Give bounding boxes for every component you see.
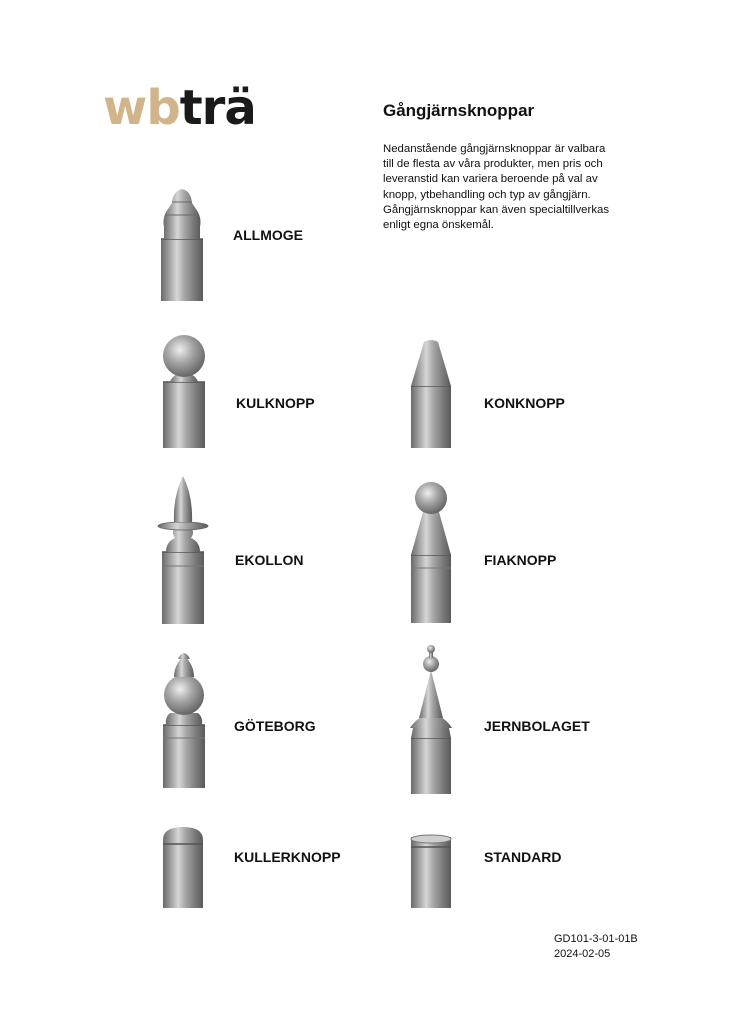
kullerknopp-knob-image: [159, 826, 207, 908]
label-kulknopp: KULKNOPP: [236, 395, 315, 411]
document-reference: [554, 932, 638, 962]
intro-text: Nedanstående gångjärnsknoppar är valbara till de flesta av våra produkter, men pris och leveranstid kan variera beroende på val av knopp, ytbehandling och typ av gångjärn. Gångjärnsknoppar kan även specialtillverkas enligt egna önskemål.: [383, 143, 610, 232]
fiaknopp-knob-image: [405, 480, 457, 623]
label-ekollon: EKOLLON: [235, 552, 304, 568]
standard-knob-image: [407, 833, 455, 908]
label-allmoge: ALLMOGE: [233, 227, 303, 243]
label-goteborg: GÖTEBORG: [234, 718, 316, 734]
konknopp-knob-image: [405, 338, 457, 448]
ekollon-knob-image: [157, 474, 209, 624]
kulknopp-knob-image: [158, 332, 210, 448]
label-fiaknopp: FIAKNOPP: [484, 552, 557, 568]
label-jernbolaget: JERNBOLAGET: [484, 718, 590, 734]
label-konknopp: KONKNOPP: [484, 395, 565, 411]
jernbolaget-knob-image: [405, 644, 457, 794]
goteborg-knob-image: [158, 647, 210, 788]
doc-date: 2024-02-05: [554, 948, 611, 960]
wbtra-logo: wbträ: [103, 80, 256, 136]
page-title: Gångjärnsknoppar: [383, 101, 535, 120]
label-kullerknopp: KULLERKNOPP: [234, 849, 341, 865]
allmoge-knob-image: [156, 187, 208, 301]
label-standard: STANDARD: [484, 849, 562, 865]
doc-number: GD101-3-01-01B: [554, 933, 638, 945]
